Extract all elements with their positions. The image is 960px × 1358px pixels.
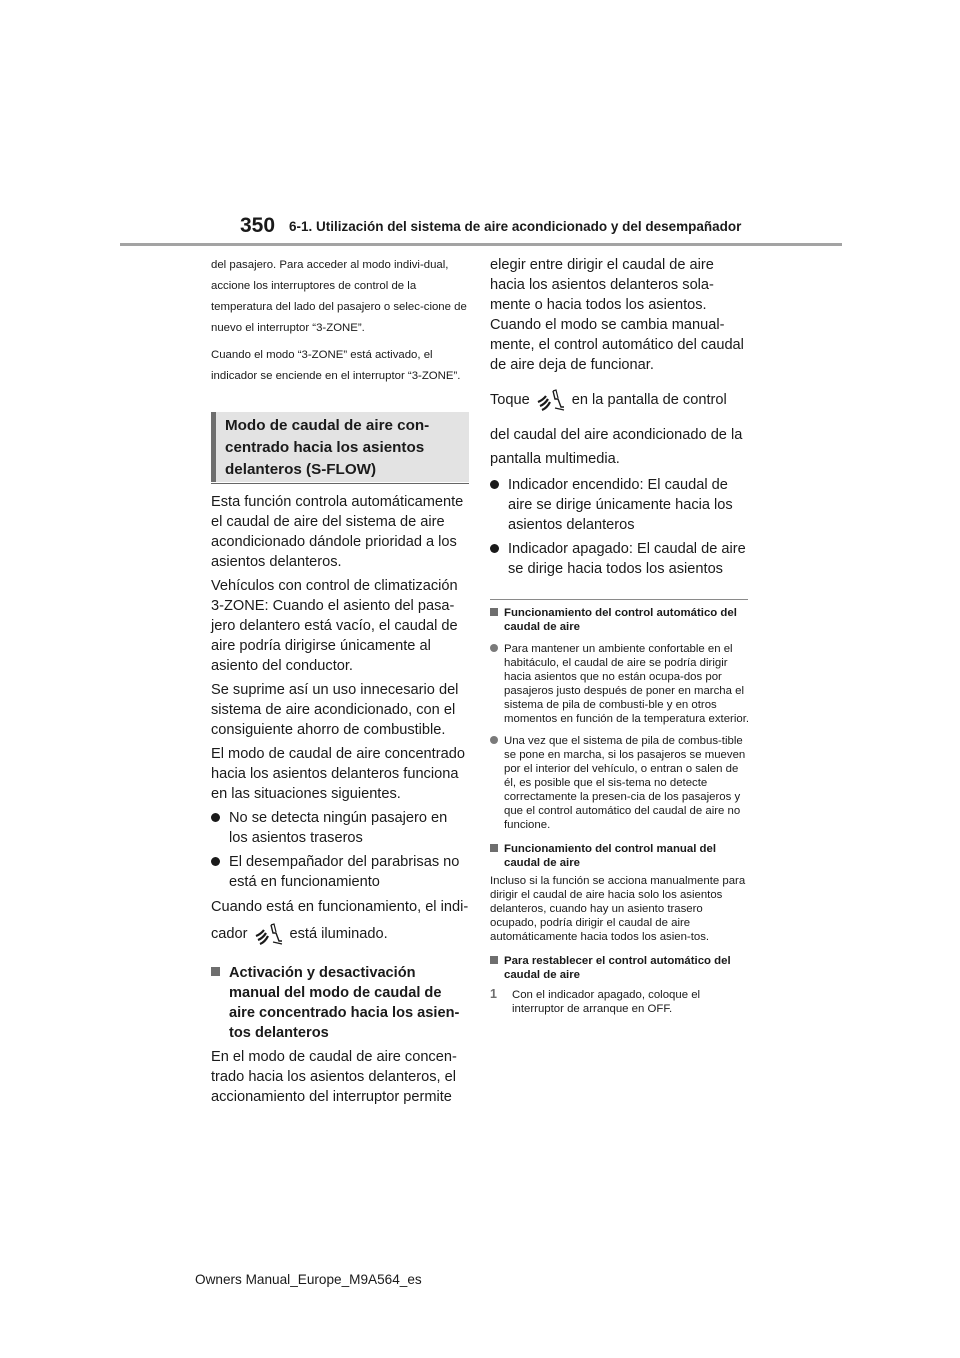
intro-paragraph-2: Cuando el modo “3-ZONE” está activado, el indicador se enciende en el interruptor “3-ZONE”. [211, 349, 461, 382]
note-item [490, 642, 750, 726]
right-column [490, 255, 750, 1016]
step-number: 1 [490, 987, 497, 1001]
header-rule [120, 243, 842, 246]
list-item-text: No se detecta ningún pasajero en los asientos traseros [229, 810, 448, 846]
footer: Owners Manual_Europe_M9A564_es [195, 1272, 422, 1287]
section-header: 6-1. Utilización del sistema de aire acondicionado y del desempañador [289, 219, 742, 234]
square-bullet [490, 956, 498, 964]
paragraph-1: Esta función controla automáticamente el caudal de aire del sistema de aire acondicionado dándole prioridad a los asientos delanteros. [211, 494, 464, 570]
note-item [490, 734, 750, 832]
list-item [490, 475, 750, 535]
section-heading-box [211, 412, 469, 482]
note-text: Incluso si la función se acciona manualmente para dirigir el caudal de aire hacia solo los asientos delanteros, cuando hay un asiento trasero ocupado, podría dirigir el caudal de aire automáticamente hacia todos los asien-tos. [490, 875, 746, 943]
note-item-text: Para mantener un ambiente confortable en el habitáculo, el caudal de aire se podría dirigir hacia asientos que no están ocupa-dos por pasajeros justo después de poner en marcha el sistema de pila de combusti-ble y en otros momentos en función de la temperatura exterior. [504, 643, 750, 725]
bullet-dot [490, 544, 499, 553]
touch-post-text: en la pantalla de control [571, 392, 727, 408]
note-step-text: Con el indicador apagado, coloque el interruptor de arranque en OFF. [512, 989, 701, 1015]
note-heading-text: Funcionamiento del control automático del caudal de aire [504, 607, 737, 633]
heading-accent-bar [211, 412, 216, 482]
bullet-dot [490, 480, 499, 489]
note-heading [490, 954, 750, 982]
paragraph-4: El modo de caudal de aire concentrado hacia los asientos delanteros funciona en las situaciones siguientes. [211, 746, 465, 802]
indicator-pre-text: cador [211, 926, 248, 942]
subheading [211, 963, 469, 1043]
indicator-line [211, 923, 469, 945]
paragraph-6: En el modo de caudal de aire concen-trado hacia los asientos delanteros, el accionamiento del interruptor permite [211, 1049, 457, 1105]
bullet-dot [211, 857, 220, 866]
bullet-dot [490, 644, 498, 652]
list-item-text: El desempañador del parabrisas no está en funcionamiento [229, 854, 460, 890]
list-item [211, 808, 469, 848]
paragraph-3: Se suprime así un uso innecesario del sistema de aire acondicionado, con el consiguiente ahorro de combustible. [211, 682, 459, 738]
note-heading-text: Para restablecer el control automático del caudal de aire [504, 955, 731, 981]
section-heading: Modo de caudal de aire con-centrado hacia los asientos delanteros (S-FLOW) [225, 417, 430, 478]
square-bullet [490, 844, 498, 852]
note-heading [490, 842, 750, 870]
left-column [211, 255, 469, 1107]
bullet-dot [211, 813, 220, 822]
s-flow-icon [254, 923, 284, 945]
intro-paragraph-1: del pasajero. Para acceder al modo indivi-dual, accione los interruptores de control de la temperatura del lado del pasajero o selec-cione de nuevo el interruptor “3-ZONE”. [211, 259, 467, 334]
list-item [490, 539, 750, 579]
note-item-text: Una vez que el sistema de pila de combus-tible se pone en marcha, si los pasajeros se mueven por el interior del vehículo, o entran o salen de él, es posible que el sis-tema no detecte correctamente la presen-cia de los pasajeros y que el control automático del caudal de aire no funcione. [504, 735, 746, 831]
subheading-text: Activación y desactivación manual del modo de caudal de aire concentrado hacia los asien-tos delanteros [229, 965, 460, 1041]
paragraph-5: Cuando está en funcionamiento, el indi- [211, 899, 469, 915]
paragraph-2: Vehículos con control de climatización 3-ZONE: Cuando el asiento del pasa-jero delantero está vacío, el caudal de aire podría dirigirse únicamente al asiento del conductor. [211, 578, 458, 674]
square-bullet [211, 967, 220, 976]
bullet-dot [490, 736, 498, 744]
touch-pre-text: Toque [490, 392, 530, 408]
note-step [490, 988, 750, 1016]
s-flow-icon [536, 389, 566, 411]
right-paragraph-2: del caudal del aire acondicionado de la pantalla multimedia. [490, 427, 743, 467]
list-item-text: Indicador apagado: El caudal de aire se dirige hacia todos los asientos [508, 541, 746, 577]
page-number: 350 [240, 214, 276, 237]
square-bullet [490, 608, 498, 616]
list-item-text: Indicador encendido: El caudal de aire se dirige únicamente hacia los asientos delanteros [508, 477, 733, 533]
note-heading [490, 606, 750, 634]
touch-line [490, 389, 750, 411]
note-heading-text: Funcionamiento del control manual del caudal de aire [504, 843, 717, 869]
right-paragraph-1: elegir entre dirigir el caudal de aire hacia los asientos delanteros sola-mente o hacia todos los asientos. Cuando el modo se cambia manual-mente, el control automático del caudal de aire deja de funcionar. [490, 257, 744, 373]
indicator-post-text: está iluminado. [289, 926, 388, 942]
list-item [211, 852, 469, 892]
